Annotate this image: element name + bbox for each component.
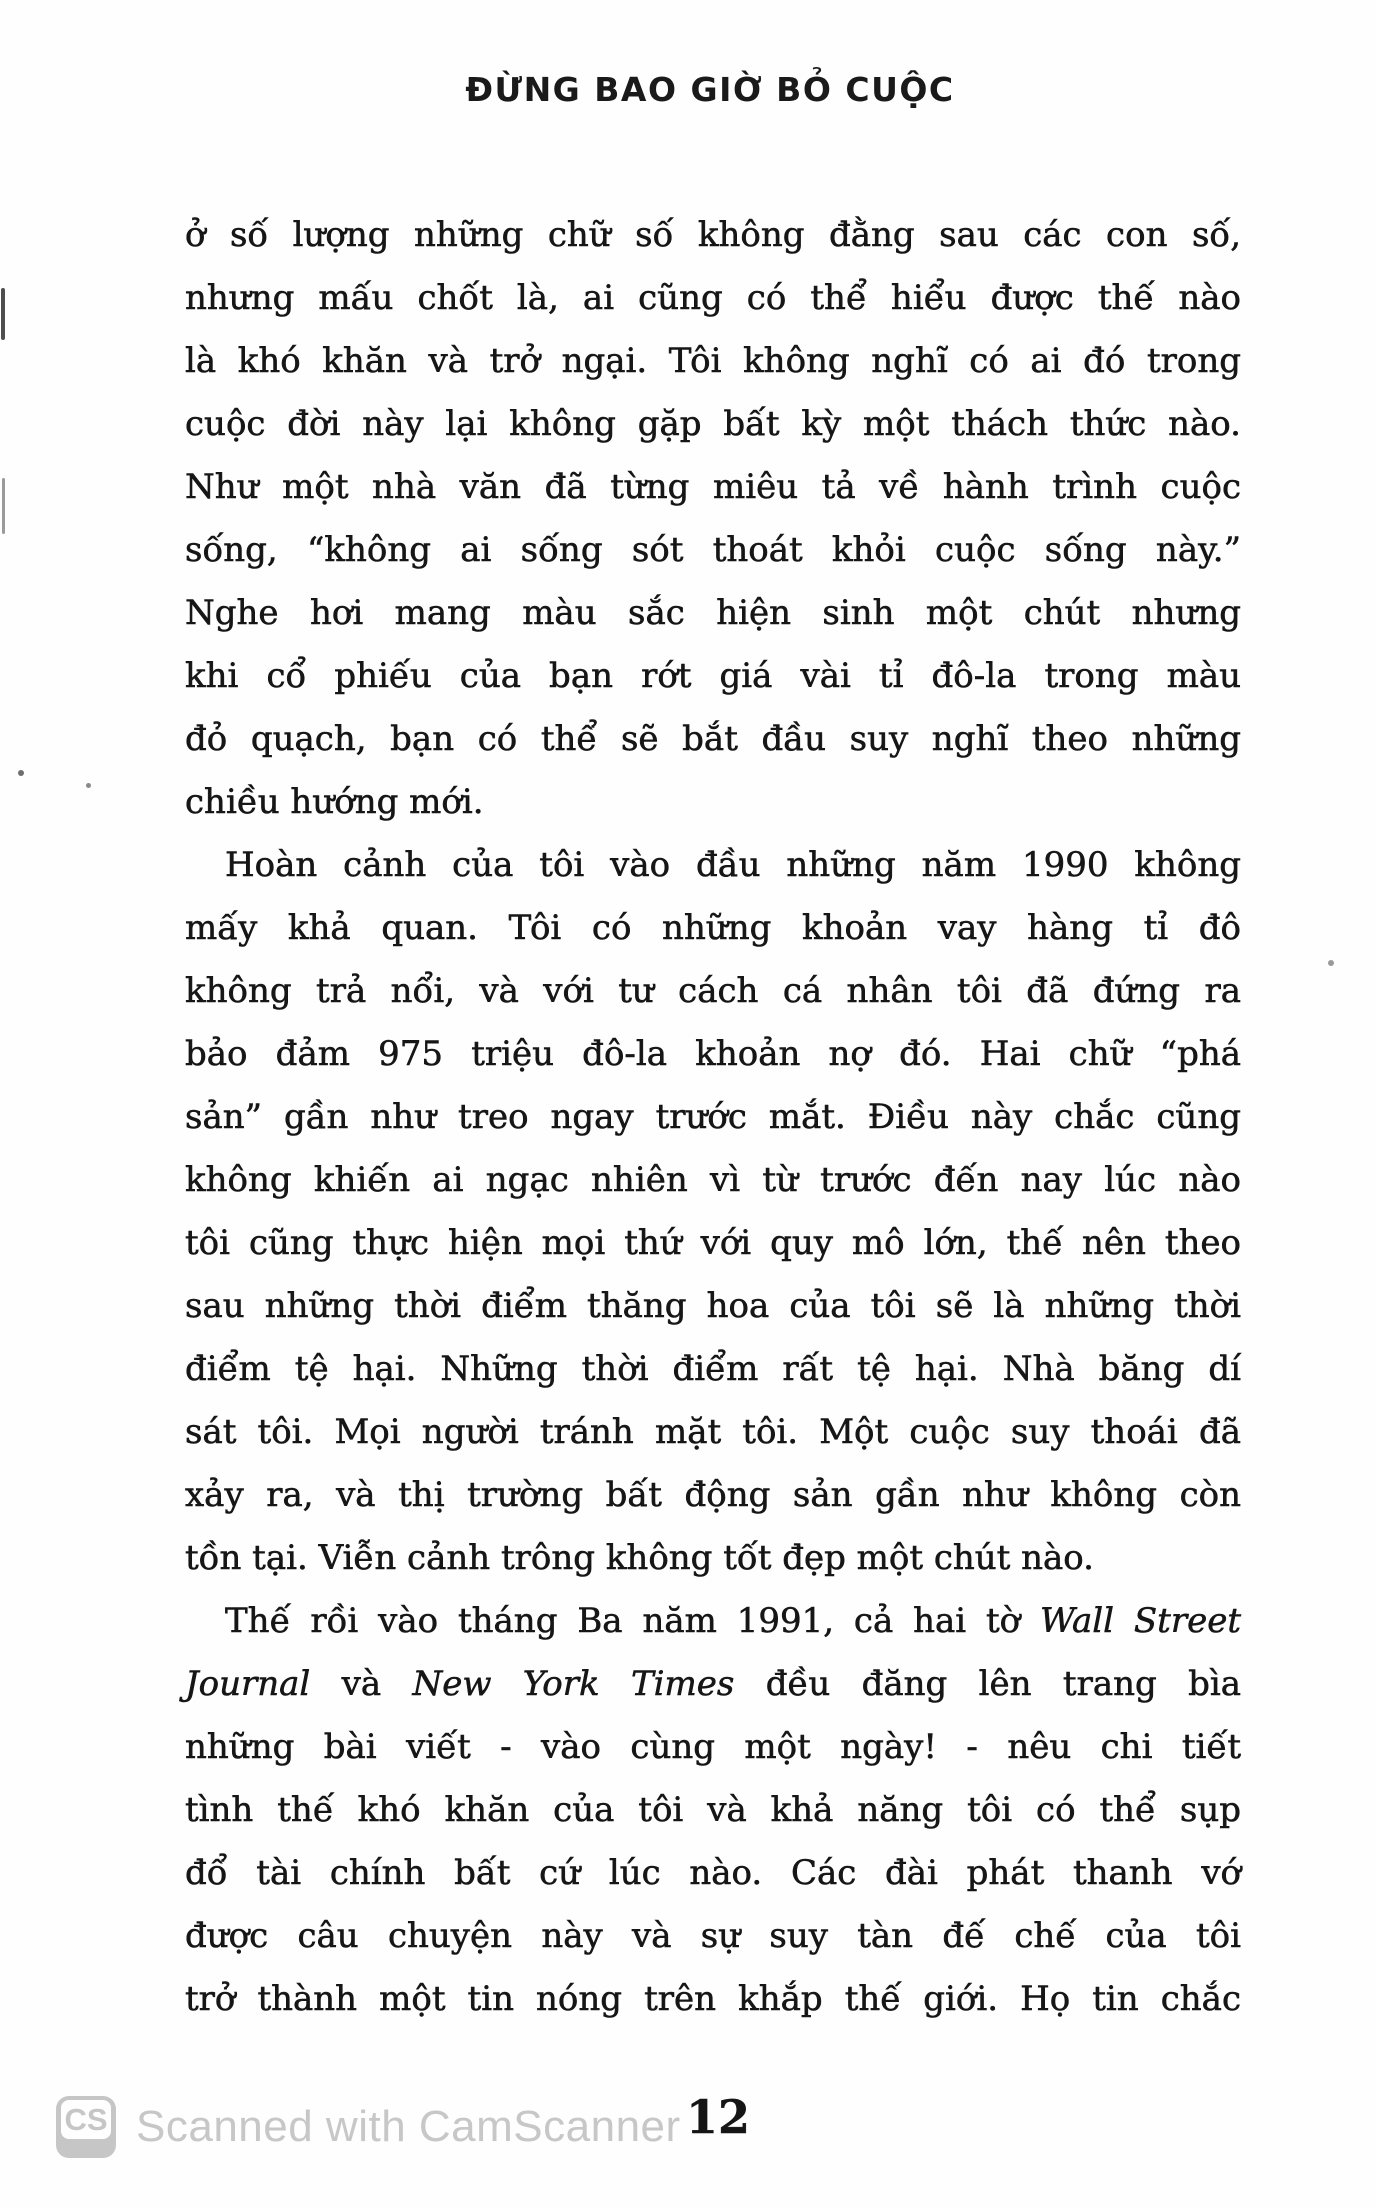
text-segment: sản” gần như treo ngay trước mắt. Điều này chắc cũng	[185, 1097, 1241, 1137]
text-segment: sau những thời điểm thăng hoa của tôi sẽ là những thời	[185, 1286, 1241, 1326]
text-line	[185, 1842, 1241, 1905]
text-segment: nhưng mấu chốt là, ai cũng có thể hiểu được thế nào	[185, 278, 1241, 318]
text-segment: Hoàn cảnh của tôi vào đầu những năm 1990 không	[225, 845, 1241, 885]
camscanner-logo	[56, 2096, 116, 2158]
text-line	[185, 1590, 1241, 1653]
text-line	[185, 1779, 1241, 1842]
text-line	[185, 456, 1241, 519]
page-number: 12	[686, 2090, 751, 2144]
text-segment: ở số lượng những chữ số không đằng sau các con số,	[185, 215, 1241, 255]
text-line	[185, 897, 1241, 960]
text-segment: tình thế khó khăn của tôi và khả năng tôi có thể sụp	[185, 1790, 1241, 1830]
text-segment: những bài viết - vào cùng một ngày! - nêu chi tiết	[185, 1727, 1241, 1767]
text-line	[185, 834, 1241, 897]
text-line	[185, 1527, 1241, 1590]
scan-artifact	[18, 770, 24, 776]
text-line	[185, 708, 1241, 771]
text-segment: đều đăng lên trang bìa	[734, 1664, 1242, 1704]
text-line	[185, 1653, 1241, 1716]
text-line	[185, 582, 1241, 645]
text-line	[185, 267, 1241, 330]
text-line	[185, 1905, 1241, 1968]
text-segment: tồn tại. Viễn cảnh trông không tốt đẹp một chút nào.	[185, 1538, 1094, 1578]
running-head: ĐỪNG BAO GIỜ BỎ CUỘC	[465, 70, 955, 109]
text-segment: là khó khăn và trở ngại. Tôi không nghĩ có ai đó trong	[185, 341, 1241, 381]
text-segment: tôi cũng thực hiện mọi thứ với quy mô lớn, thế nên theo	[185, 1223, 1241, 1263]
italic-text-segment: Journal	[185, 1664, 311, 1704]
scan-artifact	[1, 288, 5, 340]
text-line	[185, 645, 1241, 708]
camscanner-watermark	[56, 2096, 681, 2158]
watermark-text: Scanned with CamScanner	[136, 2102, 681, 2151]
italic-text-segment: Wall Street	[1040, 1601, 1241, 1641]
text-segment: cuộc đời này lại không gặp bất kỳ một thách thức nào.	[185, 404, 1241, 444]
text-segment: điểm tệ hại. Những thời điểm rất tệ hại. Nhà băng dí	[185, 1349, 1241, 1389]
italic-text-segment: New York Times	[412, 1664, 735, 1704]
scan-artifact	[1328, 960, 1334, 966]
text-segment: mấy khả quan. Tôi có những khoản vay hàng tỉ đô	[185, 908, 1241, 948]
text-segment: không trả nổi, và với tư cách cá nhân tôi đã đứng ra	[185, 971, 1241, 1011]
text-segment: Thế rồi vào tháng Ba năm 1991, cả hai tờ	[225, 1601, 1040, 1641]
text-line	[185, 1716, 1241, 1779]
text-line	[185, 1275, 1241, 1338]
text-segment: Nghe hơi mang màu sắc hiện sinh một chút nhưng	[185, 593, 1241, 633]
text-segment: trở thành một tin nóng trên khắp thế giới. Họ tin chắc	[185, 1979, 1241, 2019]
text-segment: sát tôi. Mọi người tránh mặt tôi. Một cuộc suy thoái đã	[185, 1412, 1241, 1452]
text-line	[185, 771, 1241, 834]
text-line	[185, 1149, 1241, 1212]
body-text	[185, 204, 1241, 2031]
text-segment: khi cổ phiếu của bạn rớt giá vài tỉ đô-la trong màu	[185, 656, 1241, 696]
text-segment: bảo đảm 975 triệu đô-la khoản nợ đó. Hai chữ “phá	[185, 1034, 1241, 1074]
text-line	[185, 960, 1241, 1023]
text-line	[185, 519, 1241, 582]
text-line	[185, 1968, 1241, 2031]
text-line	[185, 204, 1241, 267]
text-line	[185, 1086, 1241, 1149]
text-line	[185, 393, 1241, 456]
text-line	[185, 1401, 1241, 1464]
text-line	[185, 1212, 1241, 1275]
text-segment: đổ tài chính bất cứ lúc nào. Các đài phát thanh vớ	[185, 1853, 1241, 1893]
scan-artifact	[2, 478, 5, 534]
text-line	[185, 1464, 1241, 1527]
scan-artifact	[86, 783, 91, 788]
text-segment: chiều hướng mới.	[185, 782, 484, 822]
text-segment: không khiến ai ngạc nhiên vì từ trước đến nay lúc nào	[185, 1160, 1241, 1200]
text-segment: đỏ quạch, bạn có thể sẽ bắt đầu suy nghĩ theo những	[185, 719, 1241, 759]
text-segment: Như một nhà văn đã từng miêu tả về hành trình cuộc	[185, 467, 1241, 507]
text-segment: được câu chuyện này và sự suy tàn đế chế của tôi	[185, 1916, 1241, 1956]
text-segment: sống, “không ai sống sót thoát khỏi cuộc sống này.”	[185, 530, 1241, 570]
text-line	[185, 1338, 1241, 1401]
camscanner-logo-text: CS	[61, 2100, 111, 2139]
text-line	[185, 330, 1241, 393]
text-line	[185, 1023, 1241, 1086]
text-segment: xảy ra, và thị trường bất động sản gần như không còn	[185, 1475, 1241, 1515]
text-segment: và	[310, 1664, 413, 1704]
